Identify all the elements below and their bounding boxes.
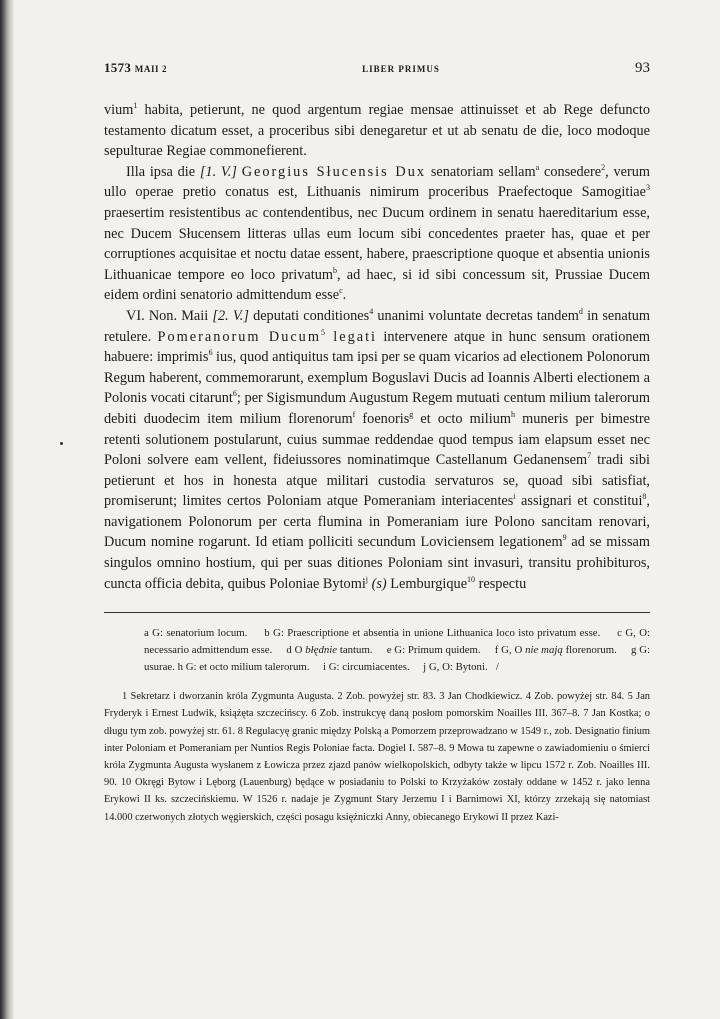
variant-note: g G: usurae. xyxy=(144,644,650,674)
footnotes-text: 1 Sekretarz i dworzanin króla Zygmunta Augusta. 2 Zob. powyżej str. 83. 3 Jan Chodkiewicz. 4 Zob. powyżej str. 84. 5 Jan Fryderyk i Ernest Ludwik, książęta szczecińscy. 6 Zob. instrukcyę daną posłom pomorskim Noailles III. 367–8. 7 Jan Kostka; o długu tym zob. powyżej str. 61. 8 Regulacyę granic między Polską a Pomorzem przeprowadzano w 1549 r., zob. Designatio finium inter Poloniam et Pomeraniam per Nuntios Regis Poloniae facta. Dogiel I. 587–8. 9 Mowa tu zapewne o zawiadomieniu o śmierci króla Zygmunta Augusta wysłanem z Łowicza przez zjazd panów wielkopolskich, odbyty także w lipcu 1572 r. Zob. Noailles III. 90. 10 Okręgi Bytow i Lęborg (Lauenburg) będące w posiadaniu to Polski to Krzyżaków zostały oddane w 1452 r. jako lenna Erykowi II ks. szczecińskiemu. W 1526 r. nadaje je Zygmunt Stary Jerzemu I i Barnimowi XI, którzy zrzekają się natomiast 14.000 czerwonych złotych węgierskich, części posagu księżniczki Anny, obiecanego Erykowi II przez Kazi- xyxy=(104,691,650,823)
text: Illa ipsa die xyxy=(126,163,200,180)
text: senatoriam sellam xyxy=(426,163,536,180)
text: in senatum retulere. xyxy=(104,307,651,345)
pencil-mark: / xyxy=(495,661,499,674)
date-ref: [2. V.] xyxy=(212,307,249,324)
variant-note: c G, O: necessario admittendum esse. xyxy=(144,627,651,657)
text: respectu xyxy=(475,575,527,592)
footnote-ref: 2 xyxy=(601,162,606,172)
text: d O xyxy=(286,644,306,657)
footnote-ref: 5 xyxy=(320,327,325,337)
footnote-ref: 10 xyxy=(467,574,476,584)
variant-ref: i xyxy=(513,492,516,502)
main-text xyxy=(104,100,650,594)
sic-mark: (s) xyxy=(371,575,387,592)
italic-text: błędnie xyxy=(305,644,338,657)
text: f G, O xyxy=(494,644,526,657)
text: , ad haec, si id sibi concessum sit, Prussiae Ducem eidem ordini senatorio admittendum esse xyxy=(104,266,651,304)
person-name: Pomeranorum Ducum xyxy=(157,328,321,345)
variant-note: a G: senatorium locum. xyxy=(144,627,248,640)
footnote-ref: 6 xyxy=(208,348,213,358)
variant-note: e G: Primum quidem. xyxy=(386,644,481,657)
variant-ref: c xyxy=(339,286,343,296)
variant-note: i G: circumiacentes. xyxy=(323,661,410,674)
margin-mark xyxy=(60,442,63,445)
footnote-ref: 8 xyxy=(642,492,647,502)
text: deputati conditiones xyxy=(248,307,370,324)
variant-ref: j xyxy=(365,574,369,584)
header-year: 1573 xyxy=(104,60,132,75)
book-page xyxy=(104,60,650,826)
text: ; per Sigismundum Augustum Regem mutuati centum milium talerorum debiti duodecim item milium florenorum xyxy=(104,390,651,427)
text: ad se missam singulos omnino hostium, qui per suas ditiones Poloniam sint invasuri, transitu prohibituros, cuncta officia debita, quibus Poloniae Bytomi xyxy=(104,534,650,592)
footnote-ref: 7 xyxy=(587,451,592,461)
running-header xyxy=(104,60,650,82)
variant-ref: b xyxy=(333,265,337,275)
footnote-ref: 1 xyxy=(133,101,138,110)
text: consedere xyxy=(539,163,602,180)
variant-ref: h xyxy=(510,409,515,419)
italic-text: nie mają xyxy=(525,644,563,657)
variant-note xyxy=(286,644,372,656)
text: VI. Non. Maii xyxy=(126,307,213,324)
variant-note xyxy=(495,644,617,656)
variant-ref: g xyxy=(409,409,414,419)
variant-ref: d xyxy=(578,306,583,316)
text: assignari et constitui xyxy=(515,493,643,510)
textual-variants xyxy=(104,625,650,676)
text: et octo milium xyxy=(413,410,511,427)
footnote-divider xyxy=(104,612,650,613)
text: ius, quod antiquitus tam ipsi per se quam vicarios ad electionem Polonorum Regum haberent, commemorarunt, exemplum Boguslavi Ducis ad Ioannis Alberti electionem a Polonis vocati citarunt xyxy=(104,349,650,407)
editorial-footnotes xyxy=(104,688,650,826)
text: unanimi voluntate decretas tandem xyxy=(373,307,579,324)
variant-ref: a xyxy=(535,162,540,172)
text: , navigationem Polonorum per certa flumina in Pomeraniam iure Polono sancitam renovari, Ducum nomine rogarunt. Id etiam polliciti secundum Loviciensem legationem xyxy=(104,493,650,551)
date-ref: [1. V.] xyxy=(199,163,237,180)
text: Lemburgique xyxy=(386,575,468,592)
text: praesertim resistentibus ac contendentibus, nec Ducum ordinem in senatu haereditarium esse, nec Ducem Słucensem litteras ullas eum locum sibi concedentes praeter has, quae et per corruptiones acquisitae et noctu datae essent, habere, praescriptione quoque et absentia unionis Lithuanicae tempore eo loco privatum xyxy=(104,204,650,283)
text: muneris per bimestre retenti solutionem postularunt, cuius summae reddendae quod tempus iam elapsum esset nec Poloni solvere eam vellent, fideiussores nominatimque Castellanum Gedanensem xyxy=(104,410,650,469)
variant-ref: f xyxy=(352,409,356,419)
text: . xyxy=(342,287,347,304)
header-date xyxy=(104,60,167,76)
emphasis: legati xyxy=(324,328,378,345)
variant-note: h G: et octo milium talerorum. xyxy=(177,661,310,674)
book-binding-edge xyxy=(0,0,14,1019)
text: vium xyxy=(104,102,134,118)
header-title: LIBER PRIMUS xyxy=(362,64,440,74)
footnote-ref: 6 xyxy=(232,389,237,399)
paragraph-1 xyxy=(104,100,650,162)
variant-note: b G: Praescriptione et absentia in unione Lithuanica loco isto privatum esse. xyxy=(264,627,601,640)
text: tantum. xyxy=(337,644,373,657)
text: , verum ullo operae pretio conatus est, Lithuanis nimirum proceribus Praefectoque Samogitiae xyxy=(104,163,650,201)
person-name: Georgius Słucensis Dux xyxy=(241,163,427,180)
paragraph-3 xyxy=(104,306,650,594)
text: tradi sibi petierunt et hos in honesta atque militari custodia servaturos se, quoad sibi satisfiat, promiserunt; limites certos Poloniam atque Pomeraniam interiacentes xyxy=(104,452,650,510)
paragraph-2 xyxy=(104,162,650,306)
text: florenorum. xyxy=(562,644,617,657)
header-day: MAII 2 xyxy=(134,64,168,74)
text: foenoris xyxy=(355,410,410,427)
footnote-ref: 4 xyxy=(369,306,374,316)
footnote-ref: 9 xyxy=(562,533,567,543)
footnote-ref: 3 xyxy=(646,183,650,193)
text: intervenere atque in hunc sensum orationem habuere: imprimis xyxy=(104,328,650,366)
text: habita, petierunt, ne quod argentum regiae mensae attinuisset et ab Rege defuncto testamento dicatum esset, a proceribus sibi denegaretur et ut ab senatu de die, loco modoque sepulturae Regiae commonefierent. xyxy=(104,102,650,160)
variant-note: j G, O: Bytoni. xyxy=(423,661,488,674)
page-number: 93 xyxy=(634,60,650,76)
